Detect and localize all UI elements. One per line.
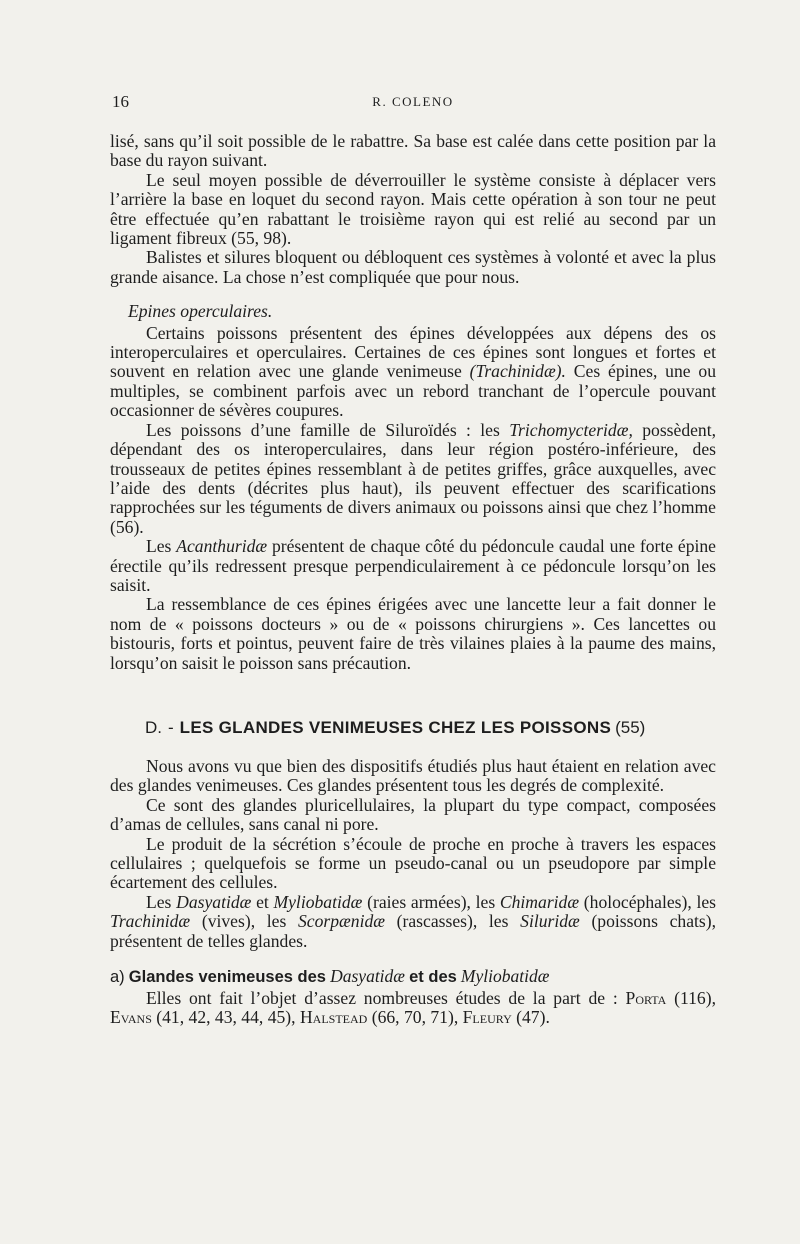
taxon-name: Trichomycteridæ, [509,419,633,440]
author-name: Halstead [299,1007,368,1028]
paragraph: lisé, sans qu’il soit possible de le rabattre. Sa base est calée dans cette position par la base du rayon suivant. [110,131,716,171]
taxon-name: Chimaridæ [499,891,580,912]
subsection-heading-a [110,967,716,987]
text-run: Elles ont fait l’objet d’assez nombreuses études de la part de : [146,988,626,1009]
taxon-name: Myliobatidæ [460,966,550,987]
text-run: (poissons chats), présentent de telles glandes. [110,911,716,951]
text-run: Les [146,536,177,557]
text-run: possèdent, dépendant des os interoperculaires, dans leur région postéro-inférieure, des trousseaux de petites épines ressemblant à de petites griffes, grâce auxquelles, avec l’aide des dents (décrites plus haut), ils peuvent effectuer des scarifications rapprochées sur les téguments de divers animaux ou poissons ainsi que chez l’homme (56). [110,419,717,537]
text-run: (raies armées), les [362,891,500,912]
paragraph: Nous avons vu que bien des dispositifs étudiés plus haut étaient en relation avec des glandes venimeuses. Ces glandes présentent tous les degrés de complexité. [110,755,716,796]
taxon-name: Myliobatidæ [273,891,363,912]
section-letter: D. [145,717,162,737]
text-run: (rascasses), les [384,911,521,932]
paragraph: La ressemblance de ces épines érigées avec une lancette leur a fait donner le nom de « poissons docteurs » ou de « poissons chirurgiens ». Ces lancettes ou bistouris, forts et pointus, peuvent faire de très vilaines plaies à la paume des mains, lorsqu’on saisit le poisson sans précaution. [110,594,716,673]
page-number: 16 [112,92,129,111]
text-run: (holocéphales), les [579,891,716,912]
taxon-name: Acanthuridæ [176,536,268,557]
author-name: Evans [110,1007,152,1028]
text-run: Les poissons d’une famille de Siluroïdés : les [146,419,510,440]
taxon-name: Siluridæ [520,911,580,932]
section-dash: - [168,717,174,737]
paragraph [110,989,716,1028]
paragraph: Le produit de la sécrétion s’écoule de proche en proche à travers les espaces cellulaires ; quelquefois se forme un pseudo-canal ou un pseudopore par simple écartement des cellules. [110,833,716,893]
paragraph [110,421,716,537]
taxon-name: Dasyatidæ [330,966,405,987]
author-name: Fleury [462,1007,512,1028]
text-run: Les [146,891,177,912]
reference-numbers: (41, 42, 43, 44, 45), [151,1007,300,1028]
reference-numbers: (116), [666,988,716,1009]
text-run: (vives), les [190,911,298,932]
reference-numbers: (66, 70, 71), [367,1007,463,1028]
paragraph: Le seul moyen possible de déverrouiller le système consiste à déplacer vers l’arrière la base en loquet du second rayon. Mais cette opération à son tour ne peut être effectuée qu’en rabattant le troisième rayon qui est relié au second par un ligament fibreux (55, 98). [110,169,716,249]
taxon-name: Trachinidæ [110,911,191,932]
text-run: Certains poissons présentent des épines développées aux dépens des os interoperculaires et operculaires. Certaines de ces épines sont longues et fortes et souvent en relation avec une glande venimeuse [110,322,716,382]
taxon-name: Dasyatidæ [176,891,252,912]
section-title: LES GLANDES VENIMEUSES CHEZ LES POISSONS [179,717,612,737]
reference-numbers: (47). [511,1007,550,1028]
section-reference: (55) [615,717,646,737]
subsection-title-part: et des [409,968,457,987]
taxon-name: (Trachinidæ). [469,361,566,382]
taxon-name: Scorpænidæ [297,911,385,932]
page-header [112,92,714,116]
page-body [110,132,716,1028]
author-name: Porta [625,988,667,1009]
running-head: R. COLENO [372,94,454,109]
paragraph [110,893,716,951]
text-run: et [251,891,274,912]
paragraph: Ce sont des glandes pluricellulaires, la plupart du type compact, composées d’amas de cellules, sans canal ni pore. [110,794,716,835]
subsection-letter: a) [110,968,125,987]
subsection-title-part: Glandes venimeuses des [128,968,326,987]
paragraph [110,324,716,421]
text-run: présentent de chaque côté du pédoncule caudal une forte épine érectile qu’ils redressent presque perpendiculairement à ce pédoncule lorsqu’on les saisit. [110,536,716,595]
paragraph: Balistes et silures bloquent ou débloquent ces systèmes à volonté et avec la plus grande aisance. La chose n’est compliquée que pour nous. [110,247,716,287]
paragraph [110,537,716,595]
text-run: Ces épines, une ou multiples, se combinent parfois avec un rebord tranchant de l’opercule pouvant occasionner de sévères coupures. [110,361,717,421]
subheading-epines-operculaires: Epines operculaires. [128,301,273,322]
section-heading-d [145,717,716,739]
